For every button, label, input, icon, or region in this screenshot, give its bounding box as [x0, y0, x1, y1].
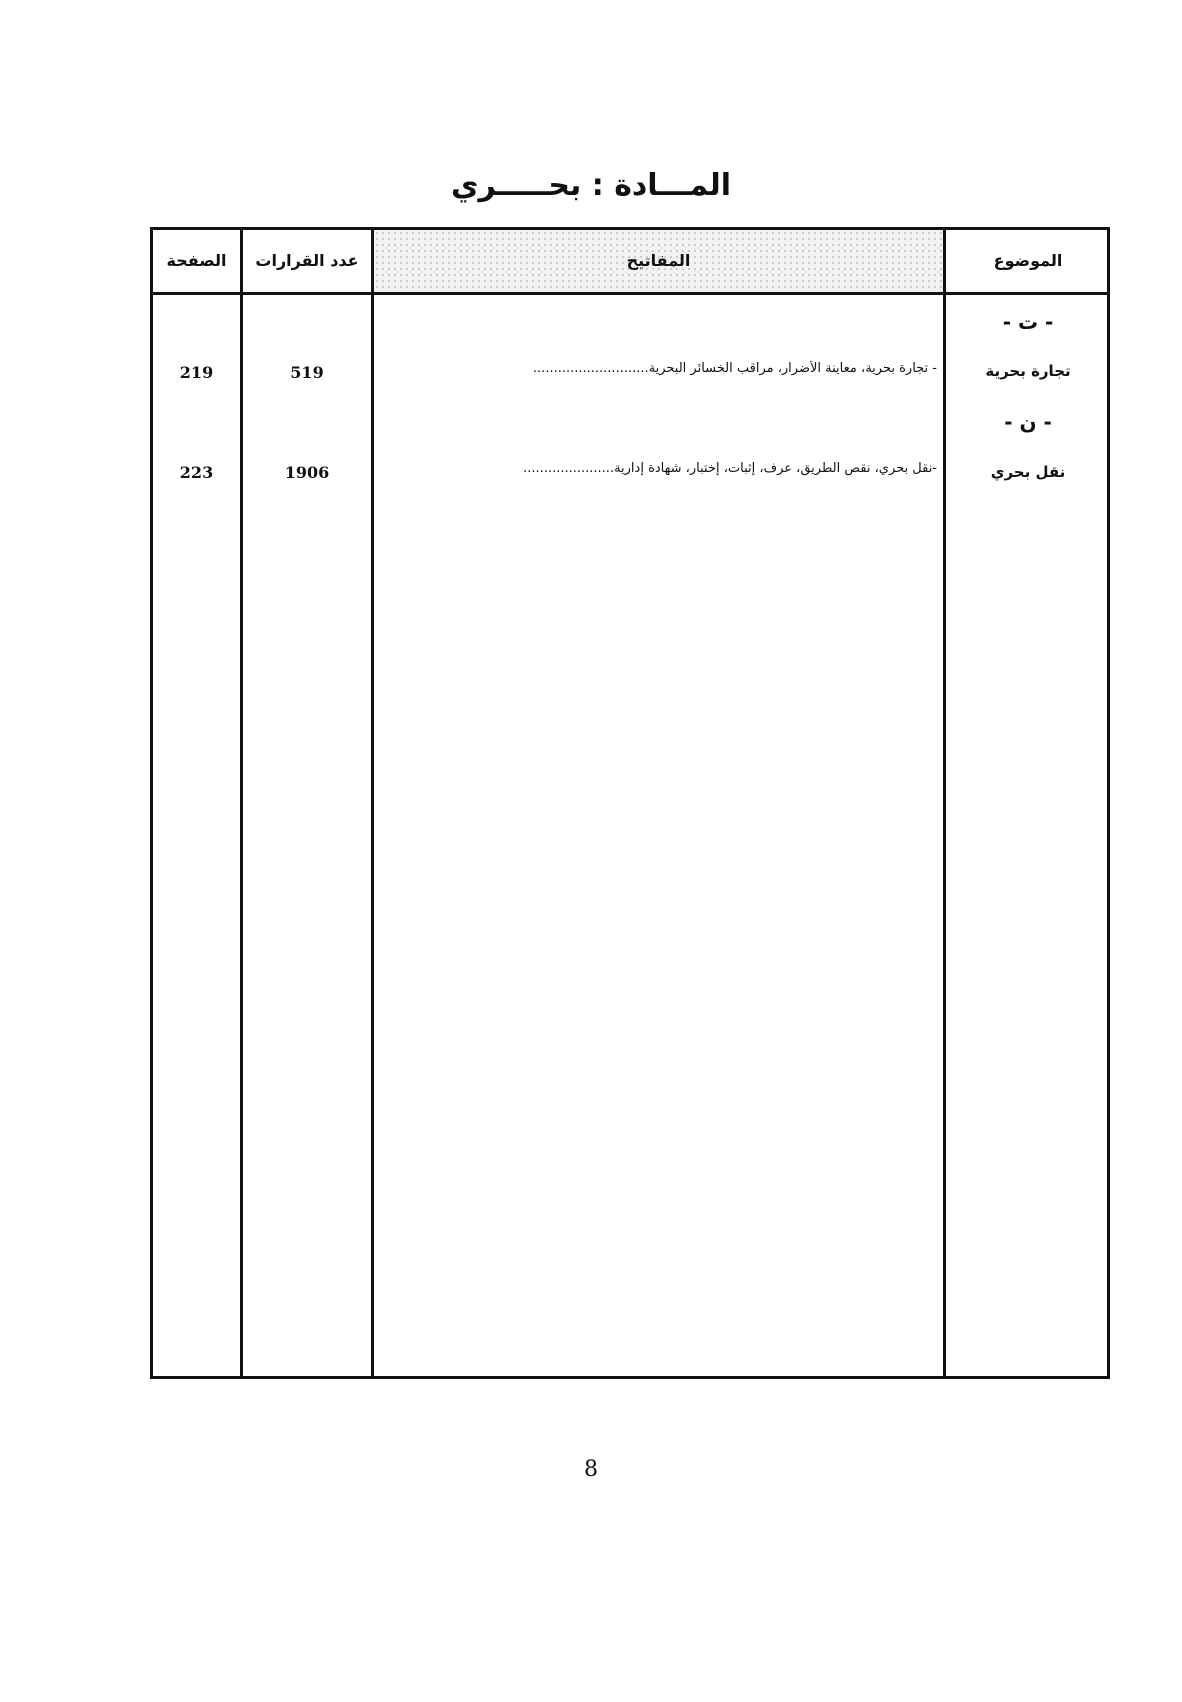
- header-page: الصفحة: [166, 251, 227, 270]
- table-header: [153, 230, 1107, 295]
- header-decisions-count: عدد القرارات: [255, 251, 359, 270]
- page-title: المـــادة : بحـــــري: [451, 168, 731, 203]
- section-letter: - ت -: [1002, 310, 1054, 334]
- column-divider: [943, 230, 946, 1376]
- row-decisions-count: 519: [290, 363, 324, 382]
- row-page: 219: [179, 363, 214, 382]
- header-keywords: المفاتيح: [374, 230, 943, 292]
- column-divider: [371, 230, 374, 1376]
- header-subject: الموضوع: [993, 251, 1063, 270]
- page-number: 8: [584, 1457, 598, 1482]
- column-divider: [240, 230, 243, 1376]
- row-page: 223: [179, 463, 214, 482]
- row-keywords: - تجارة بحرية، معاينة الأضرار، مراقب الخسائر البحرية............................: [532, 361, 937, 376]
- row-subject: نقل بحري: [990, 463, 1066, 481]
- row-keywords: -نقل بحري، نقص الطريق، عرف، إثبات، إختبار، شهادة إدارية......................: [523, 461, 937, 476]
- row-subject: تجارة بحرية: [985, 362, 1071, 380]
- section-letter: - ن -: [1004, 410, 1052, 434]
- index-table: [150, 227, 1110, 1379]
- row-decisions-count: 1906: [284, 463, 330, 482]
